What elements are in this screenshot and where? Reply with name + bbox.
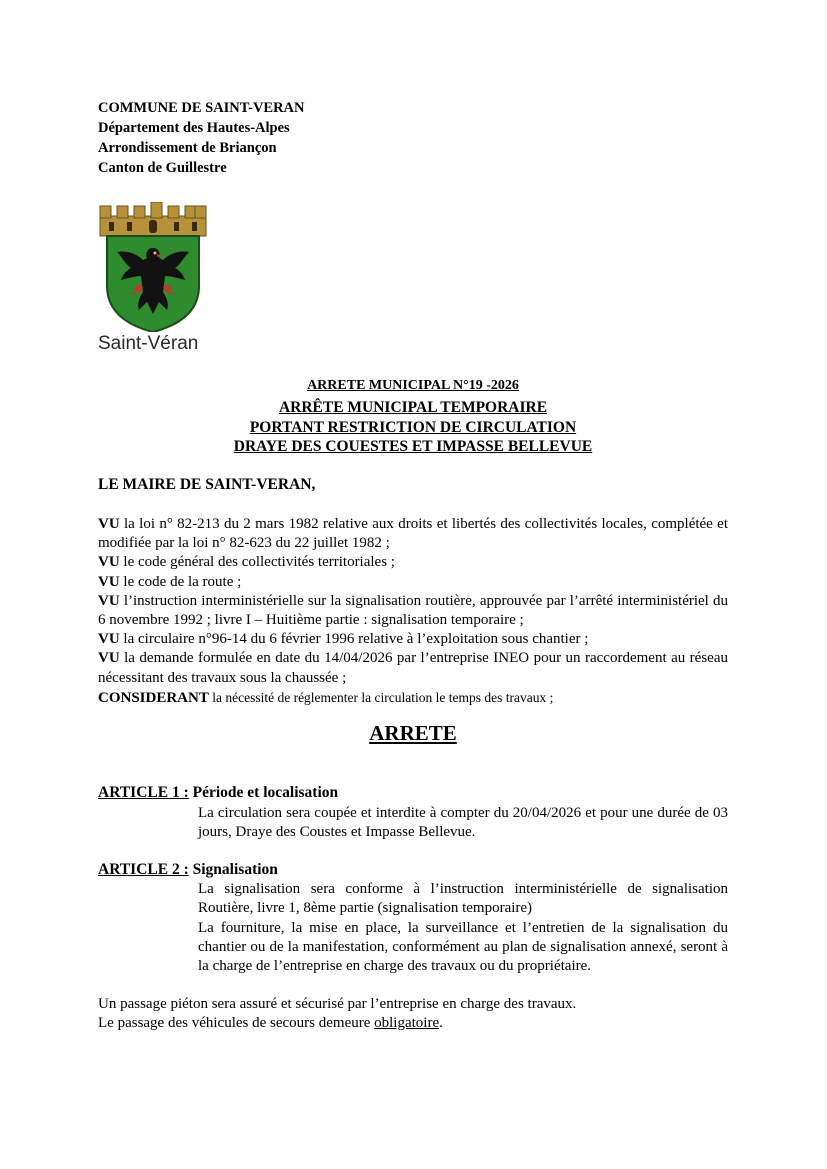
visa-item: VU la loi n° 82-213 du 2 mars 1982 relative aux droits et libertés des collectivités locales, complétée et modifiée par la loi n° 82-623 du 22 juillet 1982 ;	[98, 516, 728, 552]
arrete-number: ARRETE MUNICIPAL N°19 -2026	[307, 378, 519, 393]
arrete-heading: ARRETE	[369, 721, 457, 745]
maire-heading: LE MAIRE DE SAINT-VERAN,	[98, 476, 316, 493]
canton-line: Canton de Guillestre	[98, 160, 227, 176]
pieton-line: Un passage piéton sera assuré et sécurisé par l’entreprise en charge des travaux.	[98, 996, 577, 1012]
visa-item: VU la demande formulée en date du 14/04/2026 par l’entreprise INEO pour un raccordement au réseau nécessitant des travaux sous la chaussée ;	[98, 650, 728, 686]
article1-body: La circulation sera coupée et interdite à compter du 20/04/2026 et pour une durée de 03 jours, Draye des Coustes et Impasse Bellevue.	[198, 805, 728, 841]
article2-paragraph: La signalisation sera conforme à l’instruction interministérielle de signalisation Routière, livre 1, 8ème partie (signalisation temporaire)	[198, 881, 728, 917]
article1-heading: ARTICLE 1 : Période et localisation	[98, 784, 339, 801]
visa-item: VU le code général des collectivités territoriales ;	[98, 554, 395, 571]
arrete-title-line1: ARRÊTE MUNICIPAL TEMPORAIRE	[278, 399, 548, 416]
visa-item: VU la circulaire n°96-14 du 6 février 1996 relative à l’exploitation sous chantier ;	[98, 631, 589, 648]
arrete-title-line3: DRAYE DES COUESTES ET IMPASSE BELLEVUE	[233, 438, 593, 455]
logo-caption: Saint-Véran	[98, 333, 199, 354]
coat-of-arms-icon	[97, 202, 212, 332]
article2-paragraph: La fourniture, la mise en place, la surveillance et l’entretien de la signalisation du chantier ou de la manifestation, conformément au plan de signalisation annexé, seront à la charge de l’entreprise en charge des travaux ou du propriétaire.	[198, 919, 728, 975]
secours-line: Le passage des véhicules de secours demeure obligatoire.	[98, 1015, 443, 1032]
article2-heading: ARTICLE 2 : Signalisation	[98, 861, 278, 878]
visa-item: VU le code de la route ;	[98, 573, 242, 590]
visa-item: VU l’instruction interministérielle sur la signalisation routière, approuvée par l’arrêté interministériel du 6 novembre 1992 ; livre I – Huitième partie : signalisation temporaire ;	[98, 592, 728, 629]
visas-block	[98, 515, 728, 708]
departement-line: Département des Hautes-Alpes	[98, 120, 290, 136]
considerant-item: CONSIDERANT la nécessité de réglementer la circulation le temps des travaux ;	[98, 689, 554, 706]
commune-name: COMMUNE DE SAINT-VERAN	[98, 100, 305, 116]
article2-tail	[98, 995, 728, 1034]
article2-body	[198, 880, 728, 976]
arrondissement-line: Arrondissement de Briançon	[98, 140, 277, 156]
arrete-title-line2: PORTANT RESTRICTION DE CIRCULATION	[249, 419, 577, 436]
